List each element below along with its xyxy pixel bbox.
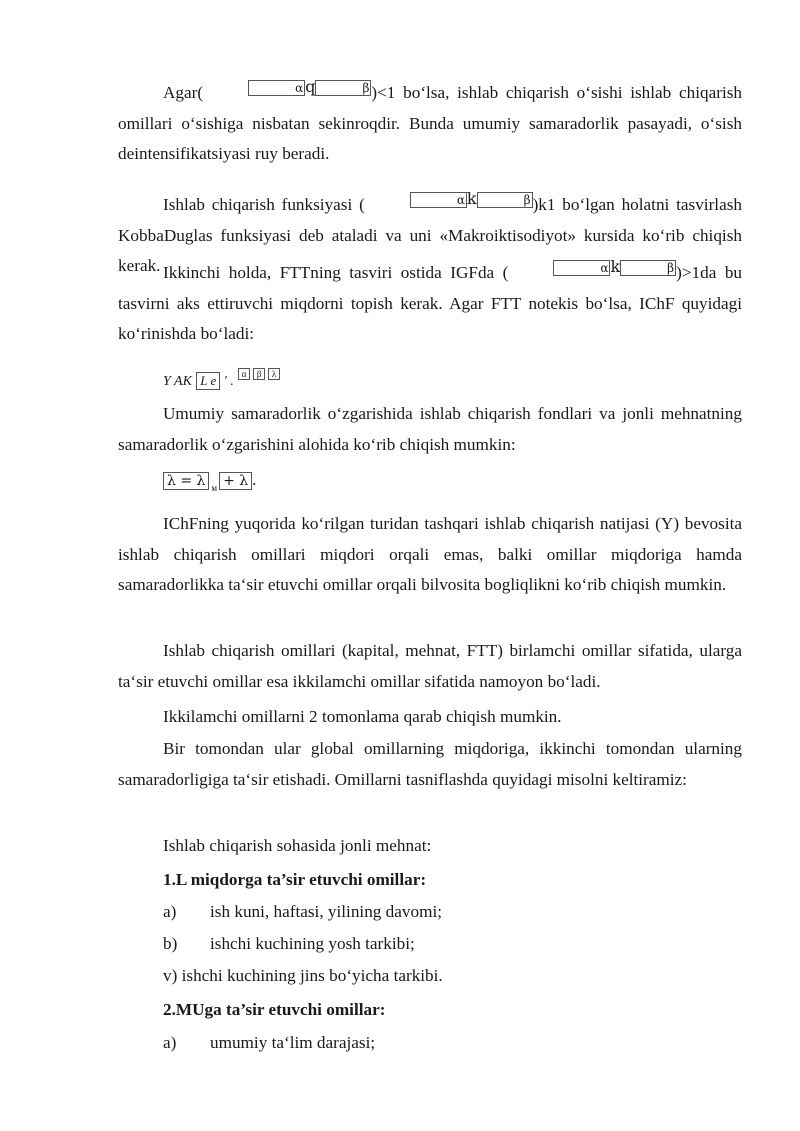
formula-alpha-k-beta: α k β xyxy=(365,184,533,215)
paragraph-3: Ikkinchi holda, FTTning tasviri ostida IGFda ( α k β )>1da bu tasvirni aks ettiruvchi miqdorni topish kerak. Agar FTT notekis bo‘lsa, IChF quyidagi ko‘rinishda bo‘ladi: xyxy=(118,258,742,350)
section-1-heading: 1.L miqdorga ta’sir etuvchi omillar: xyxy=(163,870,427,889)
paragraph-7: Ikkilamchi omillarni 2 tomonlama qarab chiqish mumkin. xyxy=(163,707,562,726)
formula-efficiency-sum: λ = λ $_м$ + λ . xyxy=(163,465,256,497)
paragraph-9: Ishlab chiqarish sohasida jonli mehnat: xyxy=(163,836,432,855)
paragraph-5: IChFning yuqorida ko‘rilgan turidan tashqari ishlab chiqarish natijasi (Y) bevosita ishlab chiqarish omillari miqdori orqali emas, balki omillar miqdoriga hamda samaradorlikka ta‘sir etuvchi omillar orqali bilvosita bogliqlikni ko‘rib chiqish mumkin. xyxy=(118,514,742,594)
paragraph-1: Agar( α q β )<1 bo‘lsa, ishlab chiqarish o‘sishi ishlab chiqarish omillari o‘sishiga nisbatan sekinroqdir. Bunda umumiy samaradorlik pasayadi, o‘sish deintensifikatsiyasi ruy beradi. xyxy=(118,78,742,170)
formula-alpha-q-beta: α q β xyxy=(203,72,371,103)
paragraph-4: Umumiy samaradorlik o‘zgarishida ishlab chiqarish fondlari va jonli mehnatning samaradorlik o‘zgarishini alohida ko‘rib chiqish mumkin: xyxy=(118,404,742,454)
paragraph-2: Ishlab chiqarish funksiyasi ( α k β )k1 bo‘lgan holatni tasvirlash KobbaDuglas funksiyasi deb ataladi va uni «Makroiktisodiyot» kursida ko‘rib chiqish kerak. xyxy=(118,190,742,282)
formula-production-function: Y AK L e ′ . α β λ xyxy=(163,365,283,397)
paragraph-6: Ishlab chiqarish omillari (kapital, mehnat, FTT) birlamchi omillar sifatida, ularga ta‘sir etuvchi omillar esa ikkilamchi omillar sifatida namoyon bo‘ladi. xyxy=(118,641,742,691)
section-2-heading: 2.MUga ta’sir etuvchi omillar: xyxy=(163,1000,386,1019)
formula-alpha-k-beta-2: α k β xyxy=(508,252,676,283)
paragraph-8: Bir tomondan ular global omillarning miqdoriga, ikkinchi tomondan ularning samaradorligiga ta‘sir etishadi. Omillarni tasniflashda quyidagi misolni keltiramiz: xyxy=(118,739,742,789)
document-page: Agar( α q β )<1 bo‘lsa, ishlab chiqarish o‘sishi ishlab chiqarish omillari o‘sishiga nisbatan sekinroqdir. Bunda umumiy samaradorlik pasayadi, o‘sish deintensifikatsiyasi ruy beradi. Ishlab chiqarish funksiyasi ( α k β )k1 bo‘lgan holatni tasvirlash KobbaDuglas funksiyasi deb ataladi va uni «Makroiktisodiyot» kursida ko‘rib chiqish kerak. Ikkinchi holda, FTTning tasviri ostida IGFda ( α k β )>1da bu tasvirni aks ettiruvchi miqdorni topish kerak. Agar FTT notekis bo‘lsa, IChF quyidagi ko‘rinishda bo‘ladi: Y AK L e ′ . α β λ Umumiy samaradorlik o‘zgarishida ishlab chiqarish fondlari va jonli mehnatning samaradorlik o‘zgarishini alohida ko‘rib chiqish mumkin: λ = λ $_м$ + λ . IChFning yuqorida ko‘rilgan turidan tashqari ishlab chiqarish natijasi (Y) bevosita ishlab chiqarish omillari miqdori orqali emas, balki omillar miqdoriga hamda samaradorlikka ta‘sir etuvchi omillar orqali bilvosita bogliqlikni ko‘rib chiqish mumkin. Ishlab chiqarish omillari (kapital, mehnat, FTT) birlamchi omillar sifatida, ularga ta‘sir etuvchi omillar esa ikkilamchi omillar sifatida namoyon bo‘ladi. Ikkilamchi omillarni 2 tomonlama qarab chiqish mumkin. Bir tomondan ular global omillarning miqdoriga, ikkinchi tomondan ularning samaradorligiga ta‘sir etishadi. Omillarni tasniflashda quyidagi misolni keltiramiz: Ishlab chiqarish sohasida jonli mehnat: 1.L miqdorga ta’sir etuvchi omillar: a) ish kuni, haftasi, yilining davomi; b) ishchi kuchining yosh tarkibi; v) ishchi kuchining jins bo‘yicha tarkibi. 2.MUga ta’sir etuvchi omillar: a) umumiy ta‘lim darajasi; xyxy=(0,0,800,1131)
list-item-extra: v) ishchi kuchining jins bo‘yicha tarkibi. xyxy=(163,966,443,985)
